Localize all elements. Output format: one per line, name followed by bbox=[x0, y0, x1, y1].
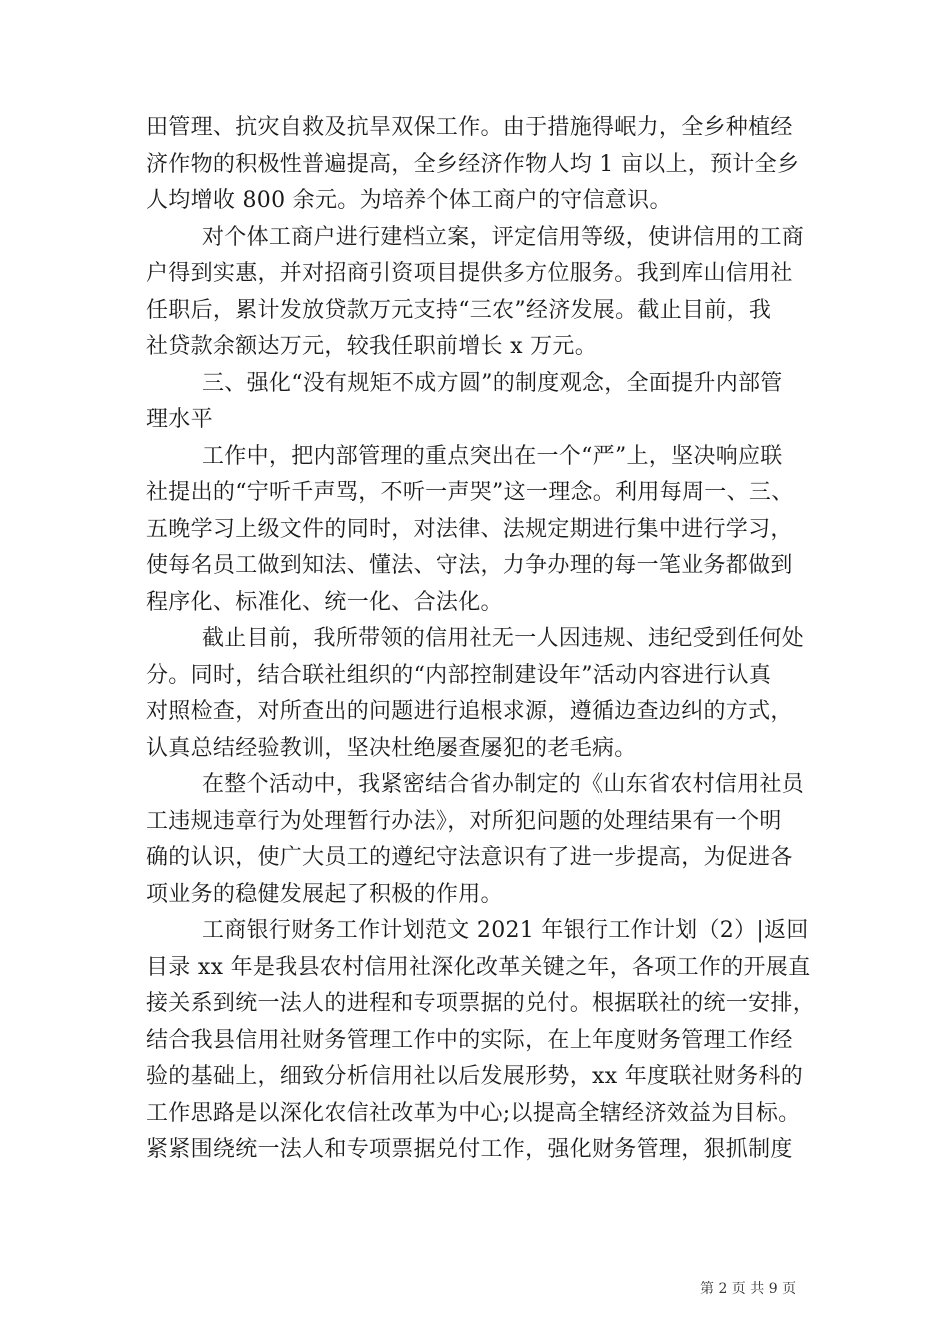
text-line: 确的认识，使广大员工的遵纪守法意识有了进一步提高，为促进各 bbox=[146, 845, 793, 870]
text-line: 项业务的稳健发展起了积极的作用。 bbox=[146, 881, 503, 907]
text-line: 人均增收 800 余元。为培养个体工商户的守信意识。 bbox=[146, 188, 672, 213]
text-line: 社贷款余额达万元，较我任职前增长 x 万元。 bbox=[146, 334, 597, 359]
text-line: 工作思路是以深化农信社改革为中心;以提高全辖经济效益为目标。 bbox=[146, 1100, 801, 1126]
text-line: 在整个活动中，我紧密结合省办制定的《山东省农村信用社员 bbox=[202, 772, 805, 797]
text-line: 对照检查，对所查出的问题进行追根求源，遵循边查边纠的方式， bbox=[146, 699, 793, 724]
text-line: 田管理、抗灾自救及抗旱双保工作。由于措施得岷力，全乡种植经 bbox=[146, 115, 793, 140]
text-line: 工商银行财务工作计划范文 2021 年银行工作计划（2）|返回 bbox=[202, 918, 809, 943]
text-line: 五晚学习上级文件的同时，对法律、法规定期进行集中进行学习， bbox=[146, 516, 793, 542]
text-line: 验的基础上，细致分析信用社以后发展形势，xx 年度联社财务科的 bbox=[146, 1064, 804, 1089]
text-line: 结合我县信用社财务管理工作中的实际，在上年度财务管理工作经 bbox=[146, 1027, 793, 1053]
text-line: 理水平 bbox=[146, 407, 213, 432]
text-line: 三、强化“没有规矩不成方圆”的制度观念，全面提升内部管 bbox=[202, 370, 783, 396]
text-line: 使每名员工做到知法、懂法、守法，力争办理的每一笔业务都做到 bbox=[146, 553, 793, 578]
text-line: 认真总结经验教训，坚决杜绝屡查屡犯的老毛病。 bbox=[146, 735, 637, 761]
text-line: 接关系到统一法人的进程和专项票据的兑付。根据联社的统一安排， bbox=[146, 991, 816, 1016]
text-line: 紧紧围绕统一法人和专项票据兑付工作，强化财务管理，狠抓制度 bbox=[146, 1137, 793, 1162]
text-line: 截止目前，我所带领的信用社无一人因违规、违纪受到任何处 bbox=[202, 626, 805, 651]
text-line: 对个体工商户进行建档立案，评定信用等级，使讲信用的工商 bbox=[202, 224, 805, 250]
text-line: 工违规违章行为处理暂行办法》，对所犯问题的处理结果有一个明 bbox=[146, 808, 782, 834]
text-line: 户得到实惠，并对招商引资项目提供多方位服务。我到库山信用社 bbox=[146, 261, 793, 286]
text-line: 程序化、标准化、统一化、合法化。 bbox=[146, 589, 503, 615]
text-line: 目录 xx 年是我县农村信用社深化改革关键之年，各项工作的开展直 bbox=[146, 954, 811, 980]
text-line: 分。同时，结合联社组织的“内部控制建设年”活动内容进行认真 bbox=[146, 662, 772, 688]
document-body bbox=[146, 110, 816, 1169]
text-line: 社提出的“宁听千声骂，不听一声哭”这一理念。利用每周一、三、 bbox=[146, 480, 794, 505]
text-line: 工作中，把内部管理的重点突出在一个“严”上，坚决响应联 bbox=[202, 443, 783, 469]
page-number: 第 2 页 共 9 页 bbox=[700, 1281, 797, 1297]
text-line: 济作物的积极性普遍提高，全乡经济作物人均 1 亩以上，预计全乡 bbox=[146, 151, 800, 177]
text-line: 任职后，累计发放贷款万元支持“三农”经济发展。截止目前，我 bbox=[146, 297, 772, 323]
